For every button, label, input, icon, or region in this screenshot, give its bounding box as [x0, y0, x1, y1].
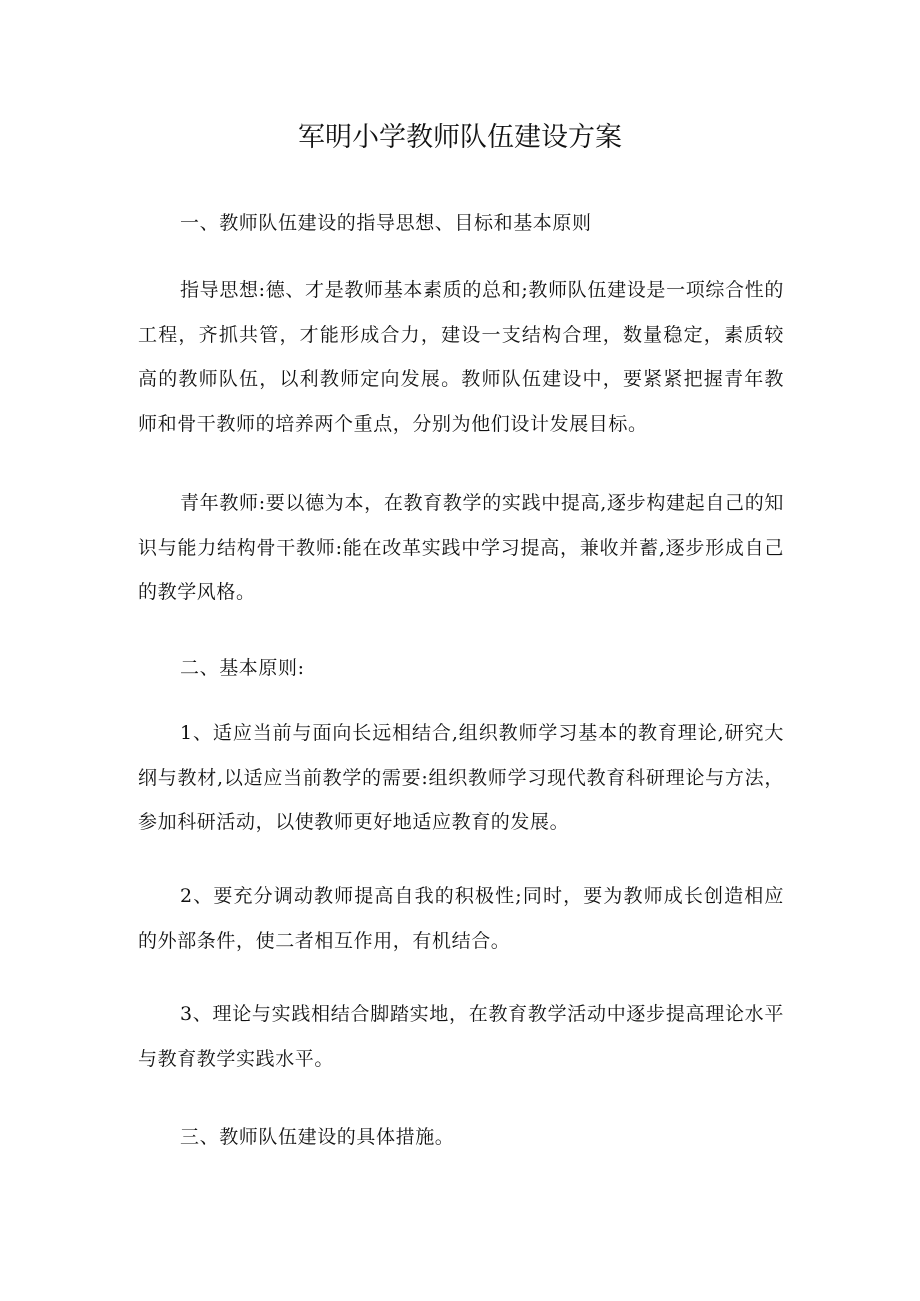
- principle-1-paragraph: 1、适应当前与面向长远相结合,组织教师学习基本的教育理论,研究大纲与教材,以适应当前教学的需要:组织教师学习现代教育科研理论与方法，参加科研活动，以使教师更好地适应教育的发展。: [138, 722, 784, 833]
- section-3-heading: 三、教师队伍建设的具体措施。: [180, 1126, 455, 1148]
- document-title: 军明小学教师队伍建设方案: [298, 122, 622, 153]
- section-1-heading: 一、教师队伍建设的指导思想、目标和基本原则: [180, 212, 592, 234]
- principle-3-paragraph: 3、理论与实践相结合脚踏实地，在教育教学活动中逐步提高理论水平与教育教学实践水平。: [138, 1003, 784, 1070]
- principle-2-paragraph: 2、要充分调动教师提高自我的积极性;同时，要为教师成长创造相应的外部条件，使二者相互作用，有机结合。: [138, 885, 784, 952]
- guiding-principle-paragraph: 指导思想:德、才是教师基本素质的总和;教师队伍建设是一项综合性的工程，齐抓共管，才能形成合力，建设一支结构合理，数量稳定，素质较高的教师队伍，以利教师定向发展。教师队伍建设中，要紧紧把握青年教师和骨干教师的培养两个重点，分别为他们设计发展目标。: [138, 279, 784, 435]
- young-teacher-paragraph: 青年教师:要以德为本，在教育教学的实践中提高,逐步构建起自己的知识与能力结构骨干教师:能在改革实践中学习提高，兼收并蓄,逐步形成自己的教学风格。: [138, 492, 784, 603]
- section-2-heading: 二、基本原则:: [180, 657, 305, 679]
